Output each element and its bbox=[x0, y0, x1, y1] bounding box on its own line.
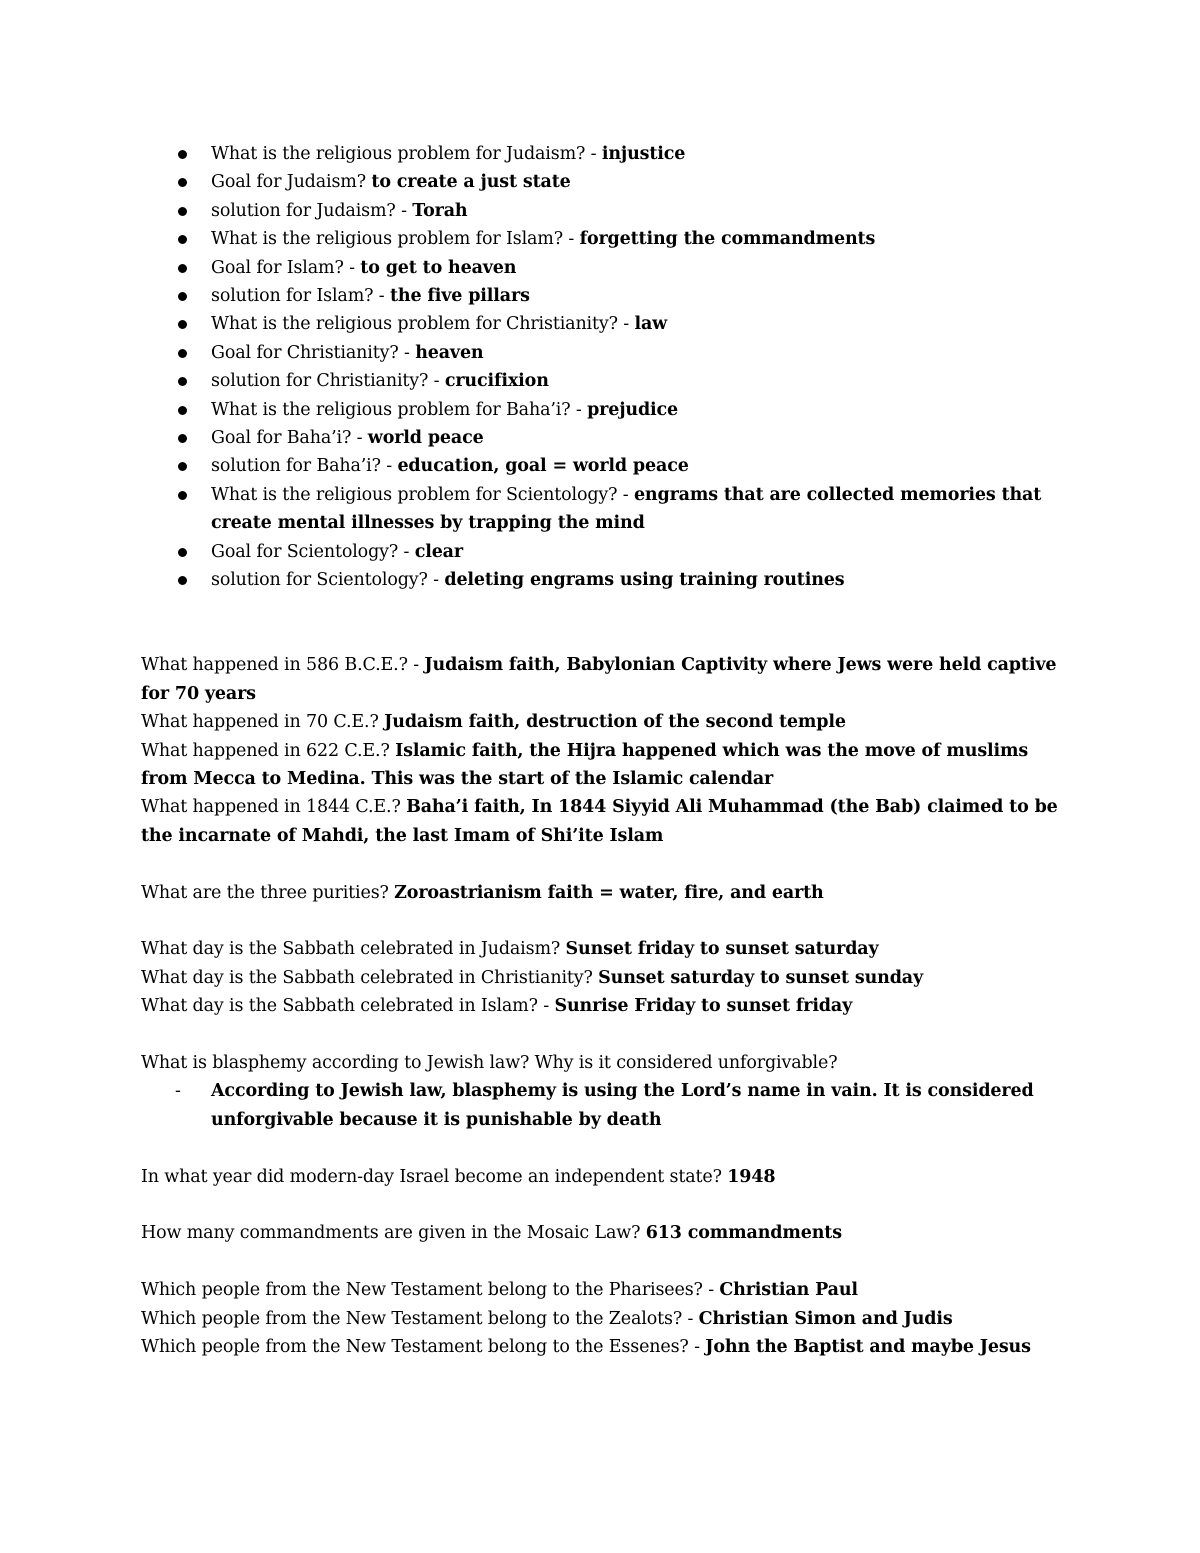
answer-text: crucifixion bbox=[444, 371, 549, 392]
bullet-icon bbox=[178, 235, 187, 244]
events-section bbox=[141, 651, 1061, 850]
question-text: What day is the Sabbath celebrated in Judaism? bbox=[141, 939, 566, 960]
answer-text: law bbox=[634, 314, 668, 335]
new-testament-section bbox=[141, 1276, 1061, 1361]
bullet-icon bbox=[178, 491, 187, 500]
bullet-icon bbox=[178, 320, 187, 329]
spacer bbox=[141, 1134, 1061, 1162]
bullet-icon bbox=[178, 377, 187, 386]
bullet-icon bbox=[178, 178, 187, 187]
answer-text: Christian Simon and Judis bbox=[698, 1308, 953, 1329]
answer-text: 1948 bbox=[727, 1166, 776, 1187]
question-text: What is the religious problem for Scientology? - bbox=[211, 484, 634, 505]
list-item bbox=[141, 566, 1061, 594]
question-text: solution for Judaism? - bbox=[211, 200, 413, 221]
event-line bbox=[141, 708, 1061, 736]
dash-marker: - bbox=[175, 1081, 181, 1102]
bullet-icon bbox=[178, 548, 187, 557]
document-content bbox=[141, 140, 1061, 1361]
question-text: Which people from the New Testament belong to the Pharisees? - bbox=[141, 1280, 720, 1301]
answer-text: 613 commandments bbox=[645, 1223, 842, 1244]
question-text: What happened in 622 C.E.? bbox=[141, 740, 396, 761]
list-item bbox=[141, 339, 1061, 367]
question-text: What day is the Sabbath celebrated in Christianity? bbox=[141, 967, 599, 988]
bullet-icon bbox=[178, 406, 187, 415]
question-text: What is the religious problem for Islam? - bbox=[211, 229, 580, 250]
religion-bullet-list bbox=[141, 140, 1061, 595]
question-text: What happened in 586 B.C.E.? - bbox=[141, 655, 425, 676]
answer-text: According to Jewish law, blasphemy is using the Lord’s name in vain. It is considered unforgivable because it is punishable by death bbox=[211, 1081, 1034, 1130]
list-item bbox=[141, 481, 1061, 538]
list-item bbox=[141, 1077, 1061, 1134]
bullet-icon bbox=[178, 462, 187, 471]
answer-text: to get to heaven bbox=[360, 257, 517, 278]
question-text: How many commandments are given in the Mosaic Law? bbox=[141, 1223, 646, 1244]
spacer bbox=[141, 595, 1061, 652]
bullet-icon bbox=[178, 576, 187, 585]
question-text: What is blasphemy according to Jewish law? Why is it considered unforgivable? bbox=[141, 1052, 838, 1073]
answer-text: prejudice bbox=[587, 399, 679, 420]
list-item bbox=[141, 452, 1061, 480]
list-item bbox=[141, 197, 1061, 225]
answer-text: Judaism faith, Babylonian Captivity where Jews were held captive for 70 years bbox=[141, 655, 1057, 704]
question-text: solution for Scientology? - bbox=[211, 570, 445, 591]
question-text: Goal for Judaism? bbox=[211, 172, 372, 193]
sabbath-line bbox=[141, 935, 1061, 963]
list-item bbox=[141, 254, 1061, 282]
question-text: What is the religious problem for Baha’i? - bbox=[211, 399, 588, 420]
list-item bbox=[141, 225, 1061, 253]
question-text: Goal for Islam? - bbox=[211, 257, 361, 278]
answer-text: Sunset friday to sunset saturday bbox=[565, 939, 879, 960]
answer-text: to create a just state bbox=[371, 172, 571, 193]
answer-text: deleting engrams using training routines bbox=[444, 570, 845, 591]
question-text: solution for Christianity? - bbox=[211, 371, 445, 392]
blasphemy-section bbox=[141, 1049, 1061, 1134]
bullet-icon bbox=[178, 264, 187, 273]
spacer bbox=[141, 1191, 1061, 1219]
question-text: solution for Islam? - bbox=[211, 286, 390, 307]
list-item bbox=[141, 424, 1061, 452]
question-text: In what year did modern-day Israel become an independent state? bbox=[141, 1166, 728, 1187]
answer-text: Zoroastrianism faith = water, fire, and earth bbox=[394, 882, 824, 903]
nt-line bbox=[141, 1333, 1061, 1361]
mosaic-line bbox=[141, 1219, 1061, 1247]
question-text: Which people from the New Testament belong to the Zealots? - bbox=[141, 1308, 699, 1329]
answer-text: engrams that are collected memories that create mental illnesses by trapping the mind bbox=[211, 484, 1042, 534]
list-item bbox=[141, 396, 1061, 424]
question-text: What happened in 70 C.E.? bbox=[141, 712, 385, 733]
answer-text: Sunset saturday to sunset sunday bbox=[598, 967, 924, 988]
question-text: What is the religious problem for Christianity? - bbox=[211, 314, 635, 335]
question-text: What day is the Sabbath celebrated in Islam? - bbox=[141, 996, 555, 1017]
answer-text: world peace bbox=[367, 428, 484, 449]
answer-text: heaven bbox=[415, 342, 484, 363]
answer-text: Torah bbox=[412, 200, 468, 221]
israel-line bbox=[141, 1163, 1061, 1191]
question-text: What is the religious problem for Judaism? - bbox=[211, 144, 602, 164]
nt-line bbox=[141, 1276, 1061, 1304]
answer-text: John the Baptist and maybe Jesus bbox=[705, 1336, 1031, 1357]
question-text: What are the three purities? bbox=[141, 882, 395, 903]
bullet-icon bbox=[178, 434, 187, 443]
bullet-icon bbox=[178, 349, 187, 358]
question-text: Which people from the New Testament belong to the Essenes? - bbox=[141, 1336, 706, 1357]
answer-text: education, goal = world peace bbox=[397, 456, 689, 477]
list-item bbox=[141, 140, 1061, 168]
answer-text: Islamic faith, the Hijra happened which was the move of muslims from Mecca to Medina. This was the start of the Islamic calendar bbox=[141, 740, 1029, 789]
spacer bbox=[141, 907, 1061, 935]
spacer bbox=[141, 1021, 1061, 1049]
list-item bbox=[141, 282, 1061, 310]
list-item bbox=[141, 168, 1061, 196]
answer-text: injustice bbox=[601, 144, 686, 164]
list-item bbox=[141, 538, 1061, 566]
event-line bbox=[141, 793, 1061, 850]
spacer bbox=[141, 850, 1061, 878]
nt-line bbox=[141, 1305, 1061, 1333]
answer-text: Sunrise Friday to sunset friday bbox=[554, 996, 853, 1017]
bullet-icon bbox=[178, 150, 187, 159]
answer-text: Baha’i faith, In 1844 Siyyid Ali Muhammad (the Bab) claimed to be the incarnate of Mahdi, the last Imam of Shi’ite Islam bbox=[141, 797, 1058, 846]
bullet-icon bbox=[178, 207, 187, 216]
list-item bbox=[141, 367, 1061, 395]
sabbath-line bbox=[141, 992, 1061, 1020]
answer-text: Christian Paul bbox=[719, 1280, 858, 1301]
question-text: Goal for Baha’i? - bbox=[211, 428, 368, 449]
list-item bbox=[141, 310, 1061, 338]
question-text: solution for Baha’i? - bbox=[211, 456, 398, 477]
answer-text: clear bbox=[414, 541, 463, 562]
answer-text: Judaism faith, destruction of the second temple bbox=[384, 712, 846, 733]
answer-text: the five pillars bbox=[389, 286, 530, 307]
question-text: What happened in 1844 C.E.? bbox=[141, 797, 407, 818]
purities-line bbox=[141, 879, 1061, 907]
sabbath-section bbox=[141, 935, 1061, 1020]
question-text: Goal for Christianity? - bbox=[211, 342, 416, 363]
event-line bbox=[141, 737, 1061, 794]
spacer bbox=[141, 1248, 1061, 1276]
bullet-icon bbox=[178, 292, 187, 301]
event-line bbox=[141, 651, 1061, 708]
answer-list bbox=[141, 1077, 1061, 1134]
answer-text: forgetting the commandments bbox=[579, 229, 876, 250]
sabbath-line bbox=[141, 964, 1061, 992]
question-text: Goal for Scientology? - bbox=[211, 541, 415, 562]
